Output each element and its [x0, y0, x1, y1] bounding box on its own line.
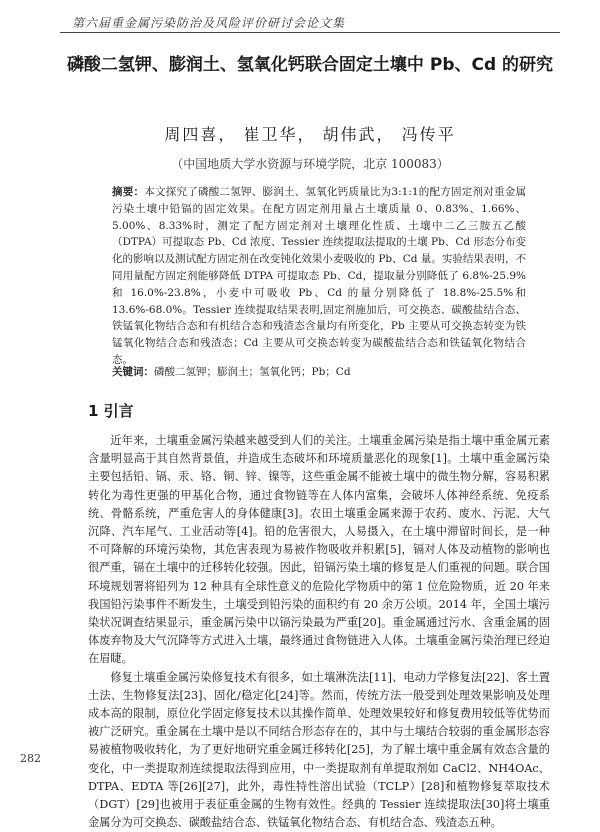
keywords-text: 磷酸二氢钾；膨润土；氢氧化钙；Pb；Cd	[154, 366, 351, 378]
section-heading-introduction: 1 引言	[88, 402, 134, 420]
author-list: 周四喜， 崔卫华， 胡伟武， 冯传平	[164, 125, 456, 144]
page-number: 282	[20, 752, 41, 765]
paragraph: 修复土壤重金属污染修复技术有很多，如土壤淋洗法[11]、电动力学修复法[22]、客土置土法、生物修复法[23]、固化/稳定化[24]等。然而，传统方法一般受到处理效果影响及处理成本高的限制，原位化学固定修复技术以其操作简单、处理效果较好和修复费用较低等优势而被广泛研究。重金属在土壤中是以不同结合形态存在的，其中与土壤结合较弱的重金属形态容易被植物吸收转化，为了更好地研究重金属迁移转化[25]，为了解土壤中重金属有效态含量的变化，中一类提取剂连续提取法得到应用，中一类提取剂有单提取剂如 CaCl2、NH4OAc、DTPA、EDTA 等[26][27]，此外，毒性特性溶出试验（TCLP）[28]和植物修复萃取技术（DGT）[29]也被用于表征重金属的生物有效性。经典的 Tessier 连续提取法[30]将土壤重金属分为可交换态、碳酸盐结合态、铁锰氧化物结合态、有机结合态、残渣态五种。	[88, 670, 550, 830]
paragraph: 近年来，土壤重金属污染越来越受到人们的关注。土壤重金属污染是指土壤中重金属元素含量明显高于其自然背景值，并造成生态破坏和环境质量恶化的现象[1]。土壤中重金属污染主要包括铅、镉、汞、铬、铜、锌、镍等，这些重金属不能被土壤中的微生物分解，容易积累转化为毒性更强的甲基化合物，通过食物链等在人体内富集，会破坏人体神经系统、免疫系统、骨骼系统，严重危害人的身体健康[3]。农田土壤重金属来源于农药、废水、污泥、大气沉降、汽车尾气、工业活动等[4]。铅的危害很大，人易摄入，在土壤中滞留时间长，是一种不可降解的环境污染物，其危害表现为易被作物吸收并积累[5]，镉对人体及动植物的影响也很严重，镉在土壤中的迁移转化较强。因此，铅镉污染土壤的修复是人们重视的问题。联合国环境规划署将铅列为 12 种具有全球性意义的危险化学物质中的第 1 位危险物质，近 20 年来我国铅污染事件不断发生，土壤受到铅污染的面积约有 20 余万公顷。2014 年，全国土壤污染状况调查结果显示，重金属污染中以镉污染最为严重[20]。重金属通过污水、含重金属的固体废弃物及大气沉降等方式进入土壤，最终通过食物链进入人体。土壤重金属污染治理已经迫在眉睫。	[88, 434, 550, 666]
header-divider	[60, 32, 560, 33]
keywords-label: 关键词：	[112, 366, 154, 378]
abstract	[112, 184, 526, 369]
body-text	[88, 432, 550, 832]
abstract-label: 摘要：	[112, 186, 145, 198]
running-header: 第六届重金属污染防治及风险评价研讨会论文集	[72, 16, 346, 30]
abstract-text: 本文探究了磷酸二氢钾、膨润土、氢氧化钙质量比为3:1:1的配方固定剂对重金属污染土壤中铅镉的固定效果。在配方固定剂用量占土壤质量 0、0.83%、1.66%、5.00%、8.33%时，测定了配方固定剂对土壤理化性质、土壤中二乙三胺五乙酸（DTPA）可提取态 Pb、Cd 浓度、Tessier 连续提取法提取的土壤 Pb、Cd 形态分布变化的影响以及测试配方固定剂在改变钝化效果小麦吸收的 Pb、Cd 量。实验结果表明，不同用量配方固定剂能够降低 DTPA 可提取态 Pb、Cd，提取量分别降低了 6.8%-25.9%和 16.0%-23.8%，小麦中可吸收 Pb、Cd 的量分别降低了 18.8%-25.5%和 13.6%-68.0%。Tessier 连续提取结果表明,固定剂施加后，可交换态、碳酸盐结合态、铁锰氧化物结合态和有机结合态和残渣态含量均有所变化，Pb 主要从可交换态转变为铁锰氧化物结合态和残渣态；Cd 主要从可交换态转变为碳酸盐结合态和铁锰氧化物结合态。	[112, 186, 527, 366]
affiliation: （中国地质大学水资源与环境学院，北京 100083）	[171, 157, 449, 171]
paper-title: 磷酸二氢钾、膨润土、氢氧化钙联合固定土壤中 Pb、Cd 的研究	[66, 55, 554, 75]
keywords	[112, 364, 526, 379]
